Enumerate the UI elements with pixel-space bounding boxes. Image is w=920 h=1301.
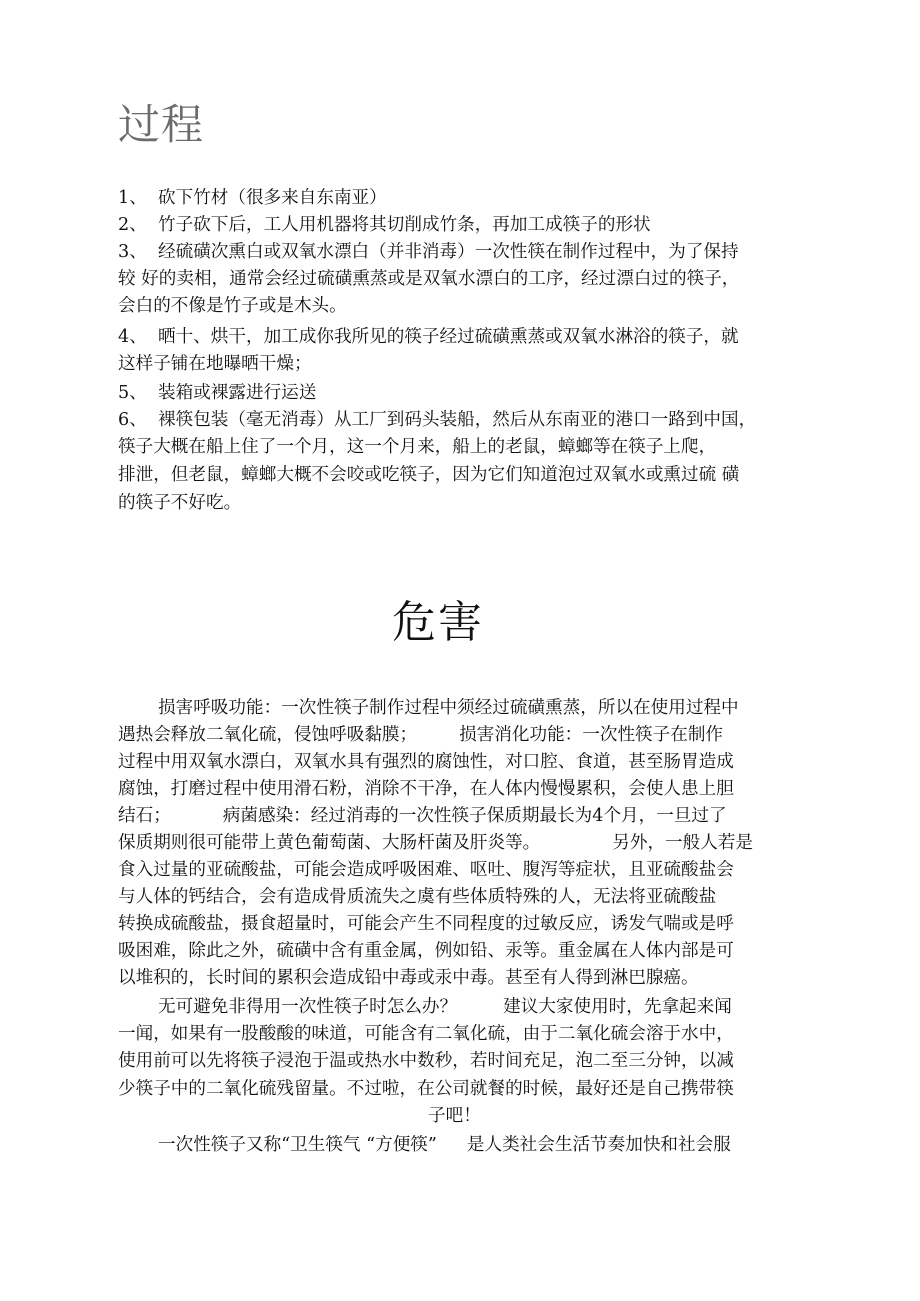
list-number: 4、 <box>118 327 147 347</box>
list-number: 2、 <box>118 215 147 235</box>
paragraph-line: 以堆积的，长时间的累积会造成铅中毒或汞中毒。甚至有人得到淋巴腺癌。 <box>118 968 699 988</box>
paragraph-line: 食入过量的亚硫酸盐，可能会造成呼吸困难、呕吐、腹泻等症状，且亚硫酸盐会 <box>118 860 734 880</box>
list-item <box>118 324 739 350</box>
text-segment: 结石； <box>118 806 171 826</box>
text-segment: 另外，一般人若是 <box>612 833 754 853</box>
list-text: 竹子砍下后，工人用机器将其切削成竹条，再加工成筷子的形状 <box>158 215 651 235</box>
list-item <box>118 185 387 211</box>
list-text: 装箱或裸露进行运送 <box>158 383 317 403</box>
list-text-continued: 筷子大概在船上住了一个月，这一个月来，船上的老鼠，蟑螂等在筷子上爬， <box>118 437 717 457</box>
paragraph-line: 少筷子中的二氧化硫残留量。不过啦，在公司就餐的时候，最好还是自己携带筷 <box>118 1079 734 1099</box>
paragraph-line: 使用前可以先将筷子浸泡于温或热水中数秒，若时间充足，泡二至三分钟，以减 <box>118 1051 734 1071</box>
paragraph-line: 转换成硫酸盐，摄食超量时，可能会产生不同程度的过敏反应，诱发气喘或是呼 <box>118 914 734 934</box>
list-item <box>118 407 756 433</box>
list-item <box>118 380 316 406</box>
paragraph-line: 腐蚀，打磨过程中使用滑石粉，消除不干净，在人体内慢慢累积，会使人患上胆 <box>118 779 734 799</box>
paragraph-line: 过程中用双氧水漂白，双氧水具有强烈的腐蚀性，对口腔、食道，甚至肠胃造成 <box>118 752 734 772</box>
list-text: 经硫磺次熏白或双氧水漂白（并非消毒）一次性筷在制作过程中，为了保持 <box>158 242 739 262</box>
text-segment: 建议大家使用时，先拿起来闻 <box>503 997 732 1017</box>
paragraph-line <box>118 830 753 856</box>
paragraph-line <box>118 722 723 748</box>
list-number: 6、 <box>118 410 147 430</box>
paragraph-line: 子吧！ <box>428 1106 481 1126</box>
list-number: 3、 <box>118 242 147 262</box>
list-text-continued: 排泄，但老鼠，蟑螂大概不会咬或吃筷子，因为它们知道泡过双氧水或熏过硫 磺 <box>118 465 740 485</box>
paragraph-line: 损害呼吸功能：一次性筷子制作过程中须经过硫磺熏蒸，所以在使用过程中 <box>158 698 739 718</box>
section-heading-process: 过程 <box>118 100 205 149</box>
paragraph-line <box>158 994 732 1020</box>
section-heading-harm: 危害 <box>392 597 484 648</box>
paragraph-line <box>118 803 727 829</box>
paragraph-line: 与人体的钙结合，会有造成骨质流失之虞有些体质特殊的人，无法将亚硫酸盐 <box>118 887 717 907</box>
list-text-continued: 的筷子不好吃。 <box>118 493 242 513</box>
list-text: 晒十、烘干，加工成你我所见的筷子经过硫磺熏蒸或双氧水淋浴的筷子，就 <box>158 327 739 347</box>
list-item <box>118 212 651 238</box>
list-text-continued: 较 好的卖相，通常会经过硫磺熏蒸或是双氧水漂白的工序，经过漂白过的筷子， <box>118 269 740 289</box>
list-text: 砍下竹材（很多来自东南亚） <box>158 188 387 208</box>
list-text-continued: 这样子铺在地曝晒干燥； <box>118 354 312 374</box>
text-segment: 遇热会释放二氧化硫，侵蚀呼吸黏膜； <box>118 725 418 745</box>
list-number: 5、 <box>118 383 147 403</box>
text-segment: 一次性筷子又称“卫生筷气 “方便筷” <box>158 1135 437 1155</box>
text-segment: 是人类社会生活节奏加快和社会服 <box>466 1135 731 1155</box>
text-segment: 病菌感染：经过消毒的一次性筷子保质期最长为4个月，一旦过了 <box>222 806 727 826</box>
paragraph-line: 吸困难，除此之外，硫磺中含有重金属，例如铅、汞等。重金属在人体内部是可 <box>118 941 734 961</box>
list-item <box>118 239 739 265</box>
text-segment: 无可避免非得用一次性筷子时怎么办？ <box>158 997 458 1017</box>
list-text-continued: 会白的不像是竹子或是木头。 <box>118 296 347 316</box>
paragraph-line: 一闻，如果有一股酸酸的味道，可能含有二氧化硫，由于二氧化硫会溶于水中， <box>118 1024 734 1044</box>
text-segment: 损害消化功能：一次性筷子在制作 <box>459 725 724 745</box>
list-text: 裸筷包装（毫无消毒）从工厂到码头装船，然后从东南亚的港口一路到中国， <box>158 410 757 430</box>
list-number: 1、 <box>118 188 147 208</box>
text-segment: 保质期则很可能带上黄色葡萄菌、大肠杆菌及肝炎等。 <box>118 833 541 853</box>
paragraph-line <box>158 1132 731 1158</box>
